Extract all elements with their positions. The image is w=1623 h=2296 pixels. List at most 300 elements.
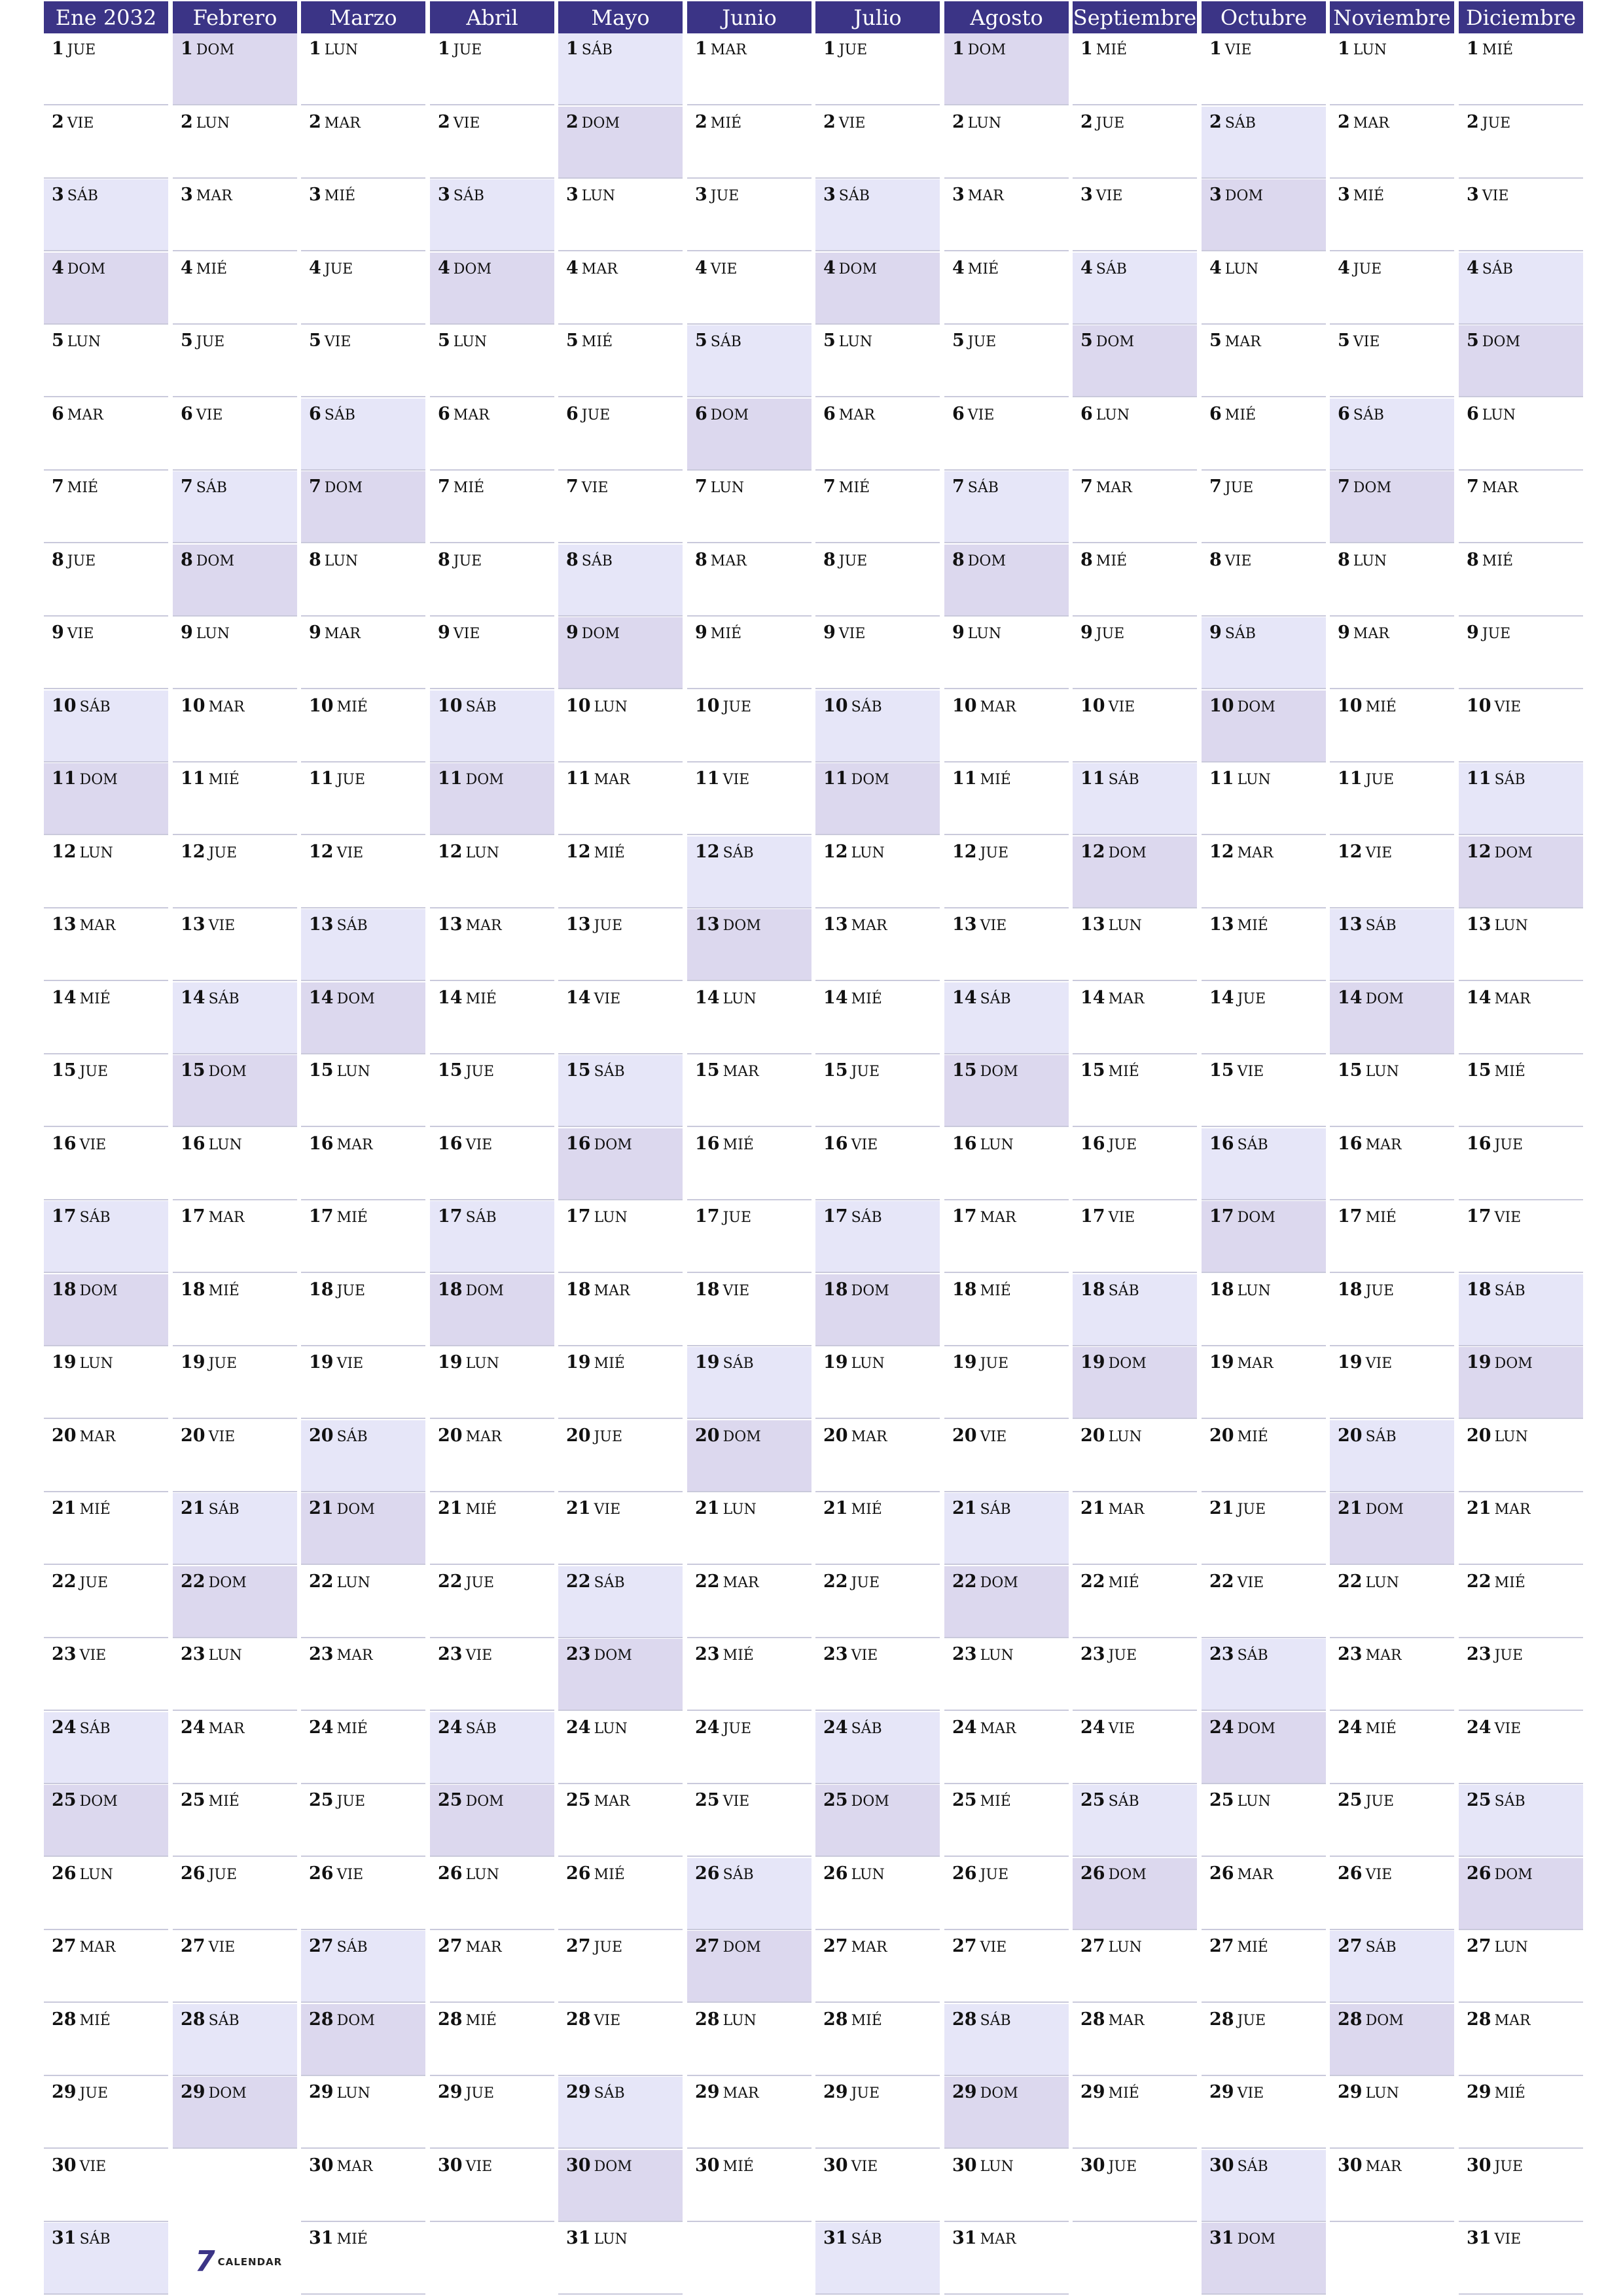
weekday-label: JUE [980, 1355, 1008, 1372]
day-cell [173, 2077, 297, 2149]
day-cell [1073, 763, 1197, 835]
day-label [566, 2155, 632, 2176]
day-cell [944, 1639, 1069, 1711]
day-cell [173, 1274, 297, 1346]
day-label [438, 1790, 504, 1810]
day-cell [944, 253, 1069, 325]
day-number: 12 [438, 842, 463, 862]
weekday-label: MAR [1108, 2013, 1145, 2029]
day-cell [1073, 1493, 1197, 1565]
day-number: 18 [695, 1280, 720, 1300]
weekday-label: VIE [208, 1429, 236, 1445]
day-number: 17 [1209, 1206, 1234, 1227]
weekday-label: MIÉ [208, 1793, 240, 1810]
day-number: 27 [1338, 1936, 1363, 1956]
day-cell [944, 107, 1069, 179]
day-number: 28 [52, 2009, 77, 2030]
day-cell [944, 1201, 1069, 1273]
weekday-label: SÁB [336, 1939, 368, 1956]
weekday-label: VIE [594, 991, 621, 1007]
day-label [566, 2082, 625, 2102]
day-label [438, 1644, 492, 1664]
day-cell [430, 2077, 554, 2149]
day-cell [1459, 33, 1583, 105]
day-cell [301, 1128, 425, 1200]
weekday-label: MIÉ [1494, 1575, 1525, 1591]
day-cell [1202, 2150, 1326, 2222]
day-cell [1330, 982, 1454, 1054]
day-label [823, 112, 865, 132]
day-cell [815, 2150, 940, 2222]
day-number: 16 [1338, 1134, 1363, 1154]
weekday-label: DOM [465, 1283, 504, 1299]
weekday-label: VIE [594, 1501, 621, 1518]
day-cell [1073, 399, 1197, 471]
day-cell [815, 1128, 940, 1200]
day-cell [1202, 763, 1326, 835]
day-number: 31 [566, 2228, 591, 2248]
day-label [1209, 1790, 1271, 1810]
weekday-label: SÁB [722, 845, 754, 861]
day-cell [430, 107, 554, 179]
day-number: 28 [566, 2009, 591, 2030]
day-cell [687, 836, 812, 908]
weekday-label: DOM [1108, 1867, 1147, 1883]
day-number: 20 [1338, 1426, 1363, 1446]
weekday-label: MIÉ [67, 480, 99, 496]
day-number: 23 [438, 1644, 463, 1664]
weekday-label: MAR [980, 1210, 1016, 1226]
day-number: 21 [566, 1498, 591, 1518]
day-number: 22 [952, 1571, 977, 1592]
weekday-label: LUN [1365, 1064, 1399, 1080]
day-label [1467, 622, 1510, 643]
weekday-label: MAR [79, 1939, 116, 1956]
day-number: 11 [566, 768, 591, 789]
weekday-label: LUN [722, 991, 757, 1007]
day-number: 4 [181, 258, 193, 278]
day-label [952, 39, 1006, 59]
day-cell [1330, 1274, 1454, 1346]
day-label [1209, 2155, 1268, 2176]
weekday-label: DOM [1365, 2013, 1404, 2029]
day-cell [1202, 325, 1326, 397]
day-label [566, 842, 625, 862]
day-number: 21 [823, 1498, 848, 1518]
day-label [1338, 1352, 1392, 1372]
day-number: 1 [952, 39, 965, 59]
weekday-label: VIE [1096, 188, 1123, 204]
weekday-label: JUE [336, 1793, 365, 1810]
day-label [1209, 1352, 1274, 1372]
day-label [1080, 1498, 1145, 1518]
day-label [438, 622, 480, 643]
day-cell [815, 1420, 940, 1492]
day-label [695, 1426, 761, 1446]
day-label [181, 2009, 240, 2030]
weekday-label: SÁB [851, 1210, 882, 1226]
weekday-label: SÁB [980, 1501, 1011, 1518]
day-cell [301, 471, 425, 543]
weekday-label: MIÉ [336, 1721, 368, 1737]
day-cell [558, 1347, 683, 1419]
day-number: 20 [52, 1426, 77, 1446]
day-label [695, 1280, 749, 1300]
weekday-label: JUE [79, 1064, 108, 1080]
day-label [823, 404, 875, 424]
day-label [695, 258, 737, 278]
day-label [1209, 1498, 1266, 1518]
day-number: 5 [1467, 331, 1479, 351]
day-cell [1073, 617, 1197, 689]
day-cell [44, 1858, 168, 1930]
day-label [952, 2155, 1014, 2176]
day-number: 15 [952, 1060, 977, 1081]
day-label [438, 1206, 497, 1227]
day-number: 1 [695, 39, 707, 59]
day-number: 22 [181, 1571, 205, 1592]
day-label [695, 476, 744, 497]
weekday-label: DOM [722, 1429, 761, 1445]
day-label [52, 39, 96, 59]
day-number: 17 [52, 1206, 77, 1227]
day-cell [44, 545, 168, 617]
weekday-label: JUE [196, 334, 225, 350]
day-number: 14 [309, 988, 334, 1008]
day-number: 9 [695, 622, 707, 643]
day-number: 4 [1338, 258, 1350, 278]
day-cell [815, 2077, 940, 2149]
weekday-label: DOM [1494, 1867, 1533, 1883]
day-number: 16 [695, 1134, 720, 1154]
weekday-label: SÁB [1237, 2159, 1268, 2175]
day-cell [1073, 1639, 1197, 1711]
weekday-label: MIÉ [465, 991, 497, 1007]
weekday-label: DOM [336, 1501, 375, 1518]
weekday-label: MIÉ [196, 261, 228, 278]
day-cell [1202, 836, 1326, 908]
weekday-label: MIÉ [1224, 407, 1257, 423]
day-number: 11 [309, 768, 334, 789]
day-number: 29 [823, 2082, 848, 2102]
day-number: 22 [52, 1571, 77, 1592]
day-label [1467, 2155, 1523, 2176]
weekday-label: DOM [465, 1793, 504, 1810]
day-cell [173, 471, 297, 543]
weekday-label: SÁB [722, 1867, 754, 1883]
day-cell [173, 1931, 297, 2003]
day-number: 24 [1209, 1717, 1234, 1738]
day-label [438, 1717, 497, 1738]
day-label [309, 1060, 370, 1081]
weekday-label: SÁB [851, 699, 882, 715]
day-cell [301, 107, 425, 179]
day-number: 3 [566, 185, 579, 205]
day-label [566, 185, 615, 205]
day-label [1080, 476, 1132, 497]
day-number: 27 [1209, 1936, 1234, 1956]
day-label [695, 622, 741, 643]
day-number: 28 [1467, 2009, 1491, 2030]
day-cell [430, 179, 554, 251]
day-number: 10 [438, 696, 463, 716]
day-number: 29 [438, 2082, 463, 2102]
day-label [52, 258, 105, 278]
weekday-label: JUE [1482, 626, 1511, 642]
day-label [823, 1280, 889, 1300]
weekday-label: MIÉ [851, 991, 882, 1007]
day-label [52, 331, 101, 351]
day-label [1467, 1352, 1533, 1372]
day-cell [1459, 1493, 1583, 1565]
day-number: 30 [695, 2155, 720, 2176]
day-cell [558, 2223, 683, 2295]
weekday-label: MAR [722, 2085, 759, 2102]
day-cell [1202, 691, 1326, 762]
day-number: 13 [309, 914, 334, 935]
weekday-label: LUN [594, 699, 628, 715]
day-number: 28 [309, 2009, 334, 2030]
day-cell [301, 2004, 425, 2076]
day-label [1209, 768, 1271, 789]
day-label [438, 2009, 497, 2030]
day-cell [301, 763, 425, 835]
day-label [1209, 476, 1253, 497]
weekday-label: SÁB [1237, 1647, 1268, 1664]
day-number: 10 [181, 696, 205, 716]
day-number: 5 [52, 331, 64, 351]
weekday-label: JUE [465, 1064, 494, 1080]
weekday-label: SÁB [851, 1721, 882, 1737]
weekday-label: MAR [465, 1429, 502, 1445]
day-label [1209, 696, 1275, 716]
day-label [309, 550, 358, 570]
day-cell [301, 1201, 425, 1273]
day-label [1467, 768, 1525, 789]
weekday-label: MAR [1224, 334, 1261, 350]
day-label [1338, 1936, 1397, 1956]
weekday-label: MIÉ [453, 480, 485, 496]
day-label [1467, 476, 1518, 497]
weekday-label: MAR [1494, 2013, 1531, 2029]
day-number: 30 [52, 2155, 77, 2176]
day-number: 17 [309, 1206, 334, 1227]
weekday-label: MAR [1482, 480, 1518, 496]
day-cell [173, 982, 297, 1054]
weekday-label: MAR [581, 261, 618, 278]
month-column [430, 1, 554, 2294]
month-column [944, 1, 1069, 2294]
day-label [1209, 1863, 1274, 1884]
day-label [1467, 331, 1520, 351]
weekday-label: SÁB [710, 334, 741, 350]
day-cell [1330, 1858, 1454, 1930]
weekday-label: SÁB [1482, 261, 1513, 278]
weekday-label: VIE [722, 1793, 750, 1810]
day-number: 29 [1338, 2082, 1363, 2102]
weekday-label: MAR [1108, 991, 1145, 1007]
day-cell [1459, 1055, 1583, 1127]
day-label [1080, 331, 1134, 351]
weekday-label: JUE [453, 42, 482, 58]
day-number: 7 [1209, 476, 1222, 497]
weekday-label: JUE [1108, 2159, 1137, 2175]
day-number: 7 [823, 476, 836, 497]
day-label [1209, 404, 1256, 424]
day-number: 13 [566, 914, 591, 935]
day-label [181, 404, 223, 424]
day-cell [1459, 399, 1583, 471]
day-number: 2 [952, 112, 965, 132]
day-cell [44, 399, 168, 471]
weekday-label: MAR [980, 699, 1016, 715]
weekday-label: VIE [67, 115, 94, 132]
day-label [1080, 185, 1122, 205]
day-label [566, 622, 620, 643]
weekday-label: SÁB [79, 1210, 111, 1226]
weekday-label: JUE [1237, 991, 1266, 1007]
weekday-label: DOM [980, 2085, 1018, 2102]
weekday-label: DOM [1365, 1501, 1404, 1518]
day-cell [1330, 2077, 1454, 2149]
day-cell [1459, 1128, 1583, 1200]
day-cell [301, 1639, 425, 1711]
day-cell [1459, 617, 1583, 689]
weekday-label: SÁB [1224, 626, 1256, 642]
day-number: 20 [1209, 1426, 1234, 1446]
day-cell [173, 545, 297, 617]
day-label [823, 2009, 882, 2030]
day-label [566, 1352, 625, 1372]
weekday-label: MAR [324, 626, 361, 642]
day-label [1467, 112, 1510, 132]
day-cell [815, 2223, 940, 2295]
day-number: 27 [438, 1936, 463, 1956]
weekday-label: LUN [336, 1575, 370, 1591]
day-cell [1202, 2004, 1326, 2076]
day-cell [687, 1566, 812, 1638]
weekday-label: SÁB [581, 42, 613, 58]
day-number: 31 [1467, 2228, 1491, 2248]
day-cell [1073, 1785, 1197, 1857]
day-cell [1459, 253, 1583, 325]
day-number: 9 [823, 622, 836, 643]
day-cell [1073, 691, 1197, 762]
day-label [181, 696, 245, 716]
weekday-label: VIE [851, 1137, 878, 1153]
day-number: 10 [1080, 696, 1105, 716]
day-label [309, 768, 365, 789]
day-label [1467, 2228, 1521, 2248]
day-label [1338, 2082, 1399, 2102]
day-cell [944, 545, 1069, 617]
day-label [181, 39, 234, 59]
day-number: 16 [438, 1134, 463, 1154]
day-number: 19 [823, 1352, 848, 1372]
weekday-label: DOM [208, 2085, 247, 2102]
day-number: 20 [952, 1426, 977, 1446]
day-label [181, 1206, 245, 1227]
day-cell [1459, 545, 1583, 617]
weekday-label: DOM [79, 1283, 118, 1299]
day-cell [558, 836, 683, 908]
weekday-label: SÁB [1494, 772, 1525, 788]
day-number: 24 [695, 1717, 720, 1738]
weekday-label: MIÉ [710, 626, 742, 642]
day-cell [430, 691, 554, 762]
day-label [181, 1060, 247, 1081]
day-number: 9 [952, 622, 965, 643]
weekday-label: JUE [710, 188, 740, 204]
weekday-label: SÁB [465, 1210, 497, 1226]
day-label [1467, 550, 1513, 570]
day-label [823, 914, 887, 935]
day-cell [430, 1493, 554, 1565]
day-label [309, 1352, 363, 1372]
day-number: 28 [823, 2009, 848, 2030]
weekday-label: LUN [594, 1210, 628, 1226]
day-cell [944, 836, 1069, 908]
weekday-label: VIE [594, 2013, 621, 2029]
day-number: 10 [1467, 696, 1491, 716]
weekday-label: MIÉ [1237, 1429, 1268, 1445]
weekday-label: MAR [710, 553, 747, 569]
day-cell [558, 1128, 683, 1200]
day-cell [687, 1858, 812, 1930]
day-label [823, 1134, 878, 1154]
day-label [309, 1498, 375, 1518]
weekday-label: LUN [594, 2231, 628, 2248]
day-cell [430, 1347, 554, 1419]
day-label [952, 1571, 1018, 1592]
day-number: 24 [309, 1717, 334, 1738]
weekday-label: MIÉ [1096, 553, 1128, 569]
day-number: 10 [1338, 696, 1363, 716]
day-label [1209, 1571, 1264, 1592]
day-cell [430, 1785, 554, 1857]
day-cell [430, 399, 554, 471]
weekday-label: MIÉ [838, 480, 870, 496]
day-label [438, 768, 504, 789]
day-number: 30 [952, 2155, 977, 2176]
day-number: 26 [1209, 1863, 1234, 1884]
day-cell [173, 179, 297, 251]
day-label [309, 476, 363, 497]
day-number: 2 [1209, 112, 1222, 132]
weekday-label: JUE [722, 699, 751, 715]
day-number: 3 [695, 185, 707, 205]
day-cell [1073, 1347, 1197, 1419]
day-cell [44, 1931, 168, 2003]
day-number: 5 [181, 331, 193, 351]
day-cell [301, 1712, 425, 1784]
day-label [52, 1571, 108, 1592]
day-label [1467, 842, 1533, 862]
day-cell [44, 2223, 168, 2295]
weekday-label: VIE [1365, 845, 1393, 861]
month-header: Abril [430, 1, 554, 33]
weekday-label: MAR [1365, 2159, 1402, 2175]
day-cell [944, 691, 1069, 762]
weekday-label: SÁB [1096, 261, 1127, 278]
day-number: 8 [952, 550, 965, 570]
day-cell [815, 1785, 940, 1857]
day-label [823, 2228, 882, 2248]
weekday-label: JUE [208, 845, 237, 861]
weekday-label: JUE [1237, 2013, 1266, 2029]
weekday-label: SÁB [465, 699, 497, 715]
day-cell [558, 33, 683, 105]
